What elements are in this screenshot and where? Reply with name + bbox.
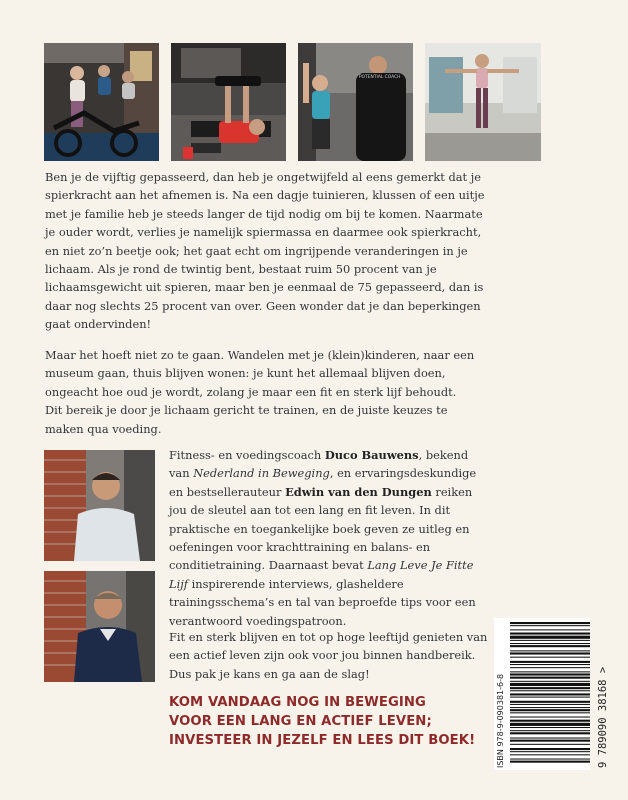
call-to-action [169, 694, 475, 750]
barcode-bar [510, 690, 590, 691]
shirt-print-text: POTENTIAL COACH [359, 75, 401, 80]
barcode-bar [510, 664, 590, 665]
barcode-bar [510, 681, 590, 682]
barcode-bar [510, 723, 590, 726]
dumbbell-press-photo [171, 43, 286, 161]
barcode-bar [510, 751, 590, 752]
barcode-bar [510, 650, 590, 651]
barcode-bar [510, 744, 590, 745]
barcode-bar [510, 667, 590, 668]
coach-name: Duco Bauwens [324, 448, 419, 462]
barcode-bar [510, 727, 590, 728]
barcode-bar [510, 712, 590, 713]
barcode-bar [510, 671, 590, 672]
author-portrait-photo [44, 571, 155, 682]
barcode-bar [510, 730, 590, 731]
barcode-bar [510, 709, 590, 711]
barcode-bar [510, 720, 590, 722]
author-name: Edwin van den Dungen [285, 484, 432, 499]
barcode-bar [510, 754, 590, 755]
barcode-bar [510, 748, 590, 750]
balance-exercise-photo [425, 43, 541, 161]
tv-show-title: Nederland in Beweging [193, 466, 330, 481]
cta-line-2: VOOR EEN LANG EN ACTIEF LEVEN; [169, 713, 432, 729]
coach-portrait-photo [44, 450, 155, 561]
isbn-barcode [482, 612, 612, 772]
barcode-bar [510, 622, 590, 624]
barcode-bar [510, 683, 590, 686]
authors-paragraph: Fitness- en voedingscoach Duco Bauwens, bekend van Nederland in Beweging, en ervaringsdeskundige en bestsellerauteur Edwin van den Dungen reiken jou de sleutel aan tot een lang en fit leven. In dit praktische en toegankelijke boek geven ze uitleg en oefeningen voor krachttraining en balans- en conditietraining. Daarnaast bevat Lang Leve Je Fitte Lijf inspirerende interviews, glasheldere trainingsschema’s en tal van beproefde tips voor een verantwoord voedingspatroon. [169, 448, 477, 628]
barcode-bar [510, 704, 590, 705]
barcode-bar [510, 652, 590, 654]
gym-bike-photo [44, 43, 159, 161]
barcode-bar [510, 701, 590, 703]
barcode-bar [510, 633, 590, 635]
barcode-bar [510, 643, 590, 644]
barcode-bar [510, 738, 590, 739]
barcode-bar [510, 707, 590, 708]
barcode-bar [510, 645, 590, 647]
coach-assisting-photo [298, 43, 413, 161]
closing-paragraph: Fit en sterk blijven en tot op hoge leeftijd genieten van een actief leven zijn ook voor jou binnen handbereik. Dus pak je kans en ga aan de slag! [169, 630, 488, 681]
barcode-bar [510, 636, 590, 639]
barcode-bar [510, 677, 590, 679]
cta-line-3: INVESTEER IN JEZELF EN LEES DIT BOEK! [169, 732, 476, 748]
barcode-bar [510, 740, 590, 742]
barcode-bar [510, 759, 590, 760]
barcode-bar [510, 673, 590, 675]
barcode-bar [510, 717, 590, 718]
barcode-bar [510, 693, 590, 695]
isbn-label: ISBN 978-9-090381-6-8 [496, 673, 505, 768]
barcode-bar [510, 732, 590, 734]
barcode-bar [510, 640, 590, 641]
barcode-bar [510, 687, 590, 689]
barcode-bar [510, 661, 590, 663]
intro-paragraph: Ben je de vijftig gepasseerd, dan heb je ongetwijfeld al eens gemerkt dat je spierkracht aan het afnemen is. Na een dagje tuinieren, klussen of een uitje met je familie heb je steeds langer de tijd nodig om bij te komen. Naarmate je ouder wordt, verlies je namelijk spiermassa en daarmee ook spierkracht, en niet zo’n beetje ook; het gaat echt om ingrijpende veranderingen in je lichaam. Als je rond de twintig bent, bestaat ruim 50 procent van je lichaamsgewicht uit spieren, maar ben je eenmaal de 75 gepasseerd, dan is daar nog slechts 25 procent van over. Geen wonder dat je dan beperkingen gaat ondervinden! [45, 170, 485, 332]
barcode-bar [510, 761, 590, 763]
second-paragraph: Maar het hoeft niet zo te gaan. Wandelen met je (klein)kinderen, naar een museum gaan, thuis blijven wonen: je kunt het allemaal blijven doen, ongeacht hoe oud je wordt, zolang je maar een fit en sterk lijf behoudt. Dit bereik je door je lichaam gericht te trainen, en de juiste keuzes te maken qua voeding. [45, 348, 475, 436]
barcode-bar [510, 629, 590, 630]
barcode-bar [510, 625, 590, 626]
barcode-bar [510, 657, 590, 658]
cta-line-1: KOM VANDAAG NOG IN BEWEGING [169, 695, 426, 710]
book-title: Lang Leve Je Fitte Lijf [169, 558, 474, 591]
barcode-bar [510, 697, 590, 698]
barcode-digits: 9 789090 38168 > [597, 666, 609, 768]
